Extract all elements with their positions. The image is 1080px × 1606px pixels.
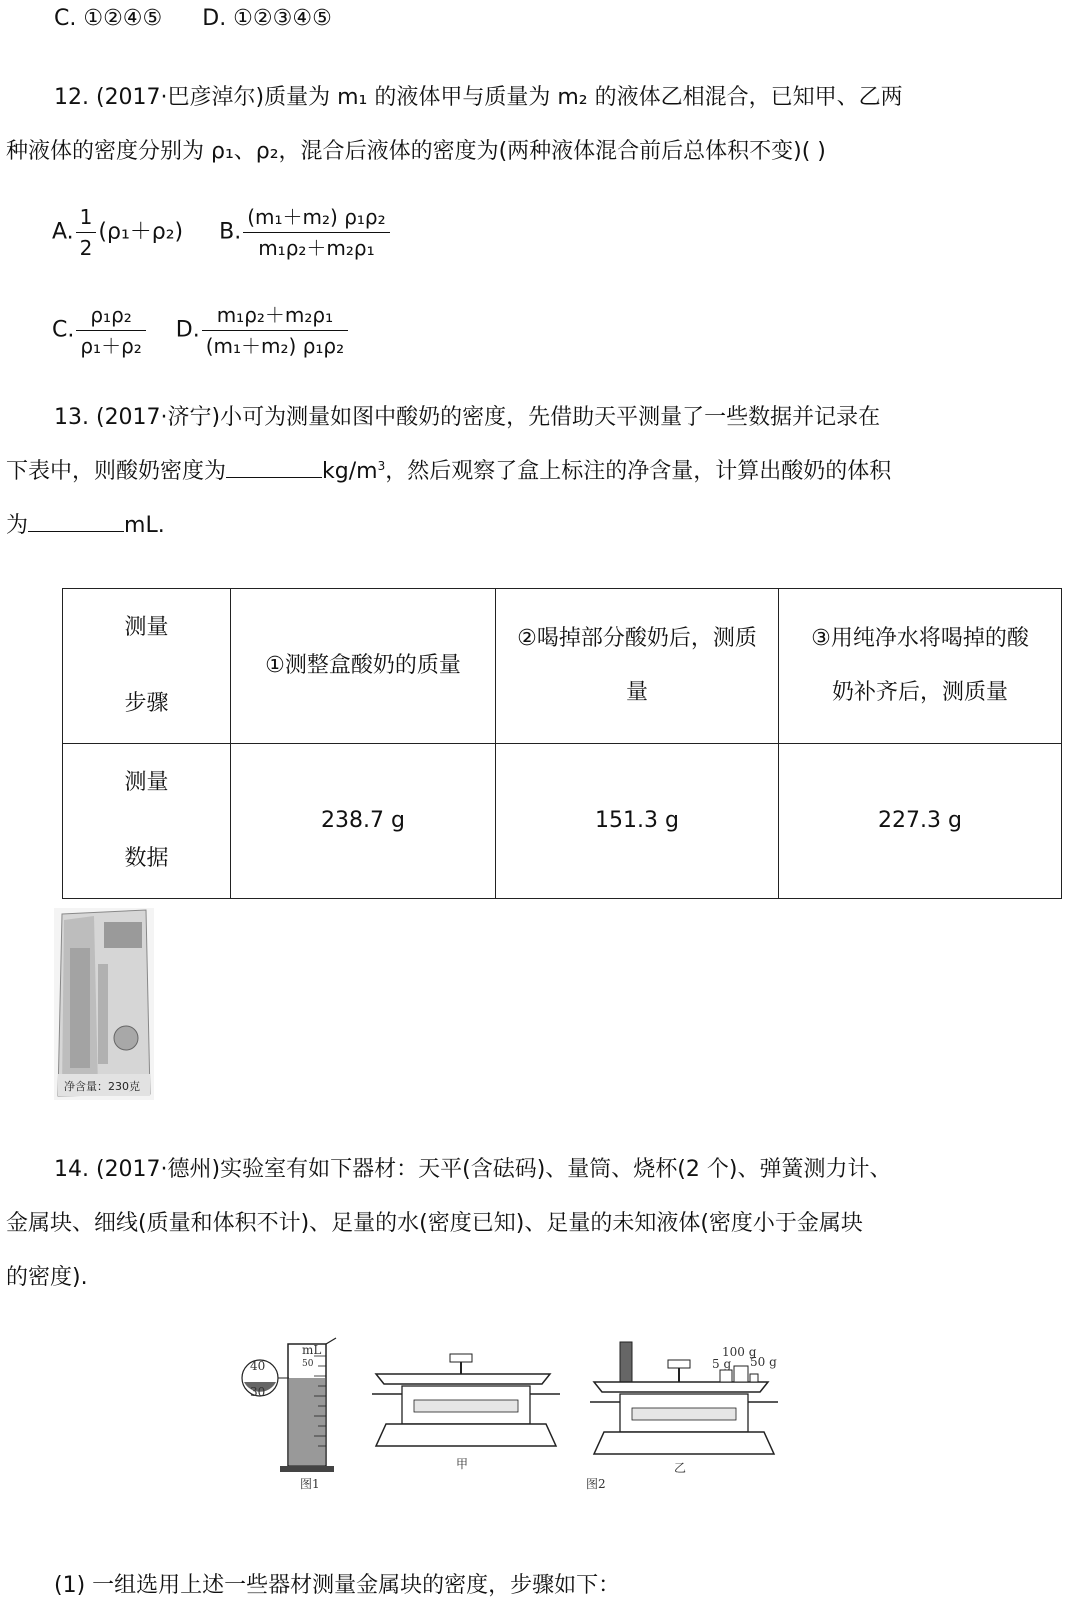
balance-jia-figure [372, 1354, 560, 1471]
table-header-line: 数据 [124, 846, 169, 871]
q12-option-d-denominator: (m₁＋m₂) ρ₁ρ₂ [205, 334, 345, 358]
q11-option-c: C. ①②④⑤ [54, 6, 163, 31]
q13-line3-start: 为 [6, 513, 29, 538]
q13-line2-end: ，然后观察了盒上标注的净含量，计算出酸奶的体积 [385, 459, 892, 484]
table-cell [779, 589, 1062, 744]
q14-line2: 金属块、细线(质量和体积不计)、足量的水(密度已知)、足量的未知液体(密度小于金属块 [6, 1211, 863, 1236]
table-cell-line: 奶补齐后，测质量 [831, 680, 1008, 705]
q13-line3 [6, 508, 165, 539]
q13-unit-exponent: 3 [377, 459, 386, 473]
table-cell-line: ③用纯净水将喝掉的酸 [811, 626, 1029, 651]
table-header-line: 步骤 [124, 691, 169, 716]
q12-option-c-fraction [76, 300, 145, 361]
q13-line2-start: 下表中，则酸奶密度为 [6, 459, 227, 484]
carton-net-content-label: 净含量：230克 [64, 1080, 140, 1093]
q13-density-blank[interactable] [226, 457, 322, 478]
yogurt-carton-image [54, 908, 154, 1100]
table-cell: 151.3 g [496, 744, 779, 899]
q13-volume-blank[interactable] [28, 511, 124, 532]
q12-option-d-numerator: m₁ρ₂＋m₂ρ₁ [202, 300, 348, 331]
table-header-line: 测量 [124, 770, 169, 795]
q13-measurement-table [62, 588, 1062, 899]
q12-option-b-label: B. [219, 219, 242, 245]
table-row [63, 744, 1062, 899]
cylinder-zoom-30: 30 [250, 1385, 266, 1399]
q13-volume-unit: mL. [124, 513, 165, 538]
table-cell [496, 589, 779, 744]
table-header-steps [63, 589, 231, 744]
q12-options-cd [52, 300, 350, 361]
table-cell: 227.3 g [779, 744, 1062, 899]
weight-100g-label: 100 g [722, 1345, 757, 1359]
q11-option-d: D. ①②③④⑤ [202, 6, 332, 31]
q11-options-tail [54, 6, 332, 31]
measuring-cylinder-figure [242, 1338, 336, 1491]
q12-option-b-fraction [243, 202, 389, 263]
q14-figures [236, 1330, 796, 1500]
q13-density-unit: kg/m [322, 459, 378, 484]
q12-option-c-denominator: ρ₁＋ρ₂ [80, 334, 142, 358]
q12-option-a-denominator: 2 [79, 236, 93, 260]
q12-option-d-fraction [202, 300, 348, 361]
q12-option-a-numerator: 1 [76, 202, 97, 233]
table-cell-line: 量 [625, 680, 648, 705]
table-header-line: 测量 [124, 615, 169, 640]
q12-option-d-label: D. [175, 317, 200, 343]
table-row [63, 589, 1062, 744]
q14-subquestion-1: (1) 一组选用上述一些器材测量金属块的密度，步骤如下： [54, 1573, 621, 1598]
table-cell: ①测整盒酸奶的质量 [231, 589, 496, 744]
q12-option-a-fraction [76, 202, 97, 263]
table-cell-line: ②喝掉部分酸奶后，测质 [517, 626, 757, 651]
figure-1-label: 图1 [300, 1477, 320, 1491]
q13-line1: 13. (2017·济宁)小可为测量如图中酸奶的密度，先借助天平测量了一些数据并记录在 [54, 405, 881, 430]
table-cell: 238.7 g [231, 744, 496, 899]
balance-yi-figure [586, 1342, 778, 1491]
q12-option-a-rest: (ρ₁＋ρ₂) [98, 219, 184, 245]
figure-2-label: 图2 [586, 1477, 606, 1491]
q12-option-b-numerator: (m₁＋m₂) ρ₁ρ₂ [243, 202, 389, 233]
q14-line1: 14. (2017·德州)实验室有如下器材：天平(含砝码)、量筒、烧杯(2 个)、弹簧测力计、 [54, 1157, 892, 1182]
cylinder-zoom-40: 40 [250, 1359, 266, 1373]
cylinder-mark-50: 50 [302, 1359, 314, 1369]
q12-option-a-label: A. [52, 219, 74, 245]
weight-5g-label: 5 g [712, 1357, 732, 1371]
weight-50g-label: 50 g [750, 1355, 777, 1369]
q12-line1: 12. (2017·巴彦淖尔)质量为 m₁ 的液体甲与质量为 m₂ 的液体乙相混合，已知甲、乙两 [54, 85, 903, 110]
table-header-data [63, 744, 231, 899]
q12-option-c-label: C. [52, 317, 75, 343]
cylinder-unit-ml: mL [302, 1343, 322, 1357]
q12-option-b-denominator: m₁ρ₂＋m₂ρ₁ [258, 236, 375, 260]
q14-line3: 的密度). [6, 1265, 88, 1290]
q12-options-ab [52, 202, 392, 263]
balance-jia-label: 甲 [456, 1457, 469, 1471]
q12-option-c-numerator: ρ₁ρ₂ [76, 300, 145, 331]
q13-line2 [6, 454, 891, 485]
q12-line2: 种液体的密度分别为 ρ₁、ρ₂，混合后液体的密度为(两种液体混合前后总体积不变)( ) [6, 139, 826, 164]
balance-yi-label: 乙 [674, 1461, 687, 1475]
